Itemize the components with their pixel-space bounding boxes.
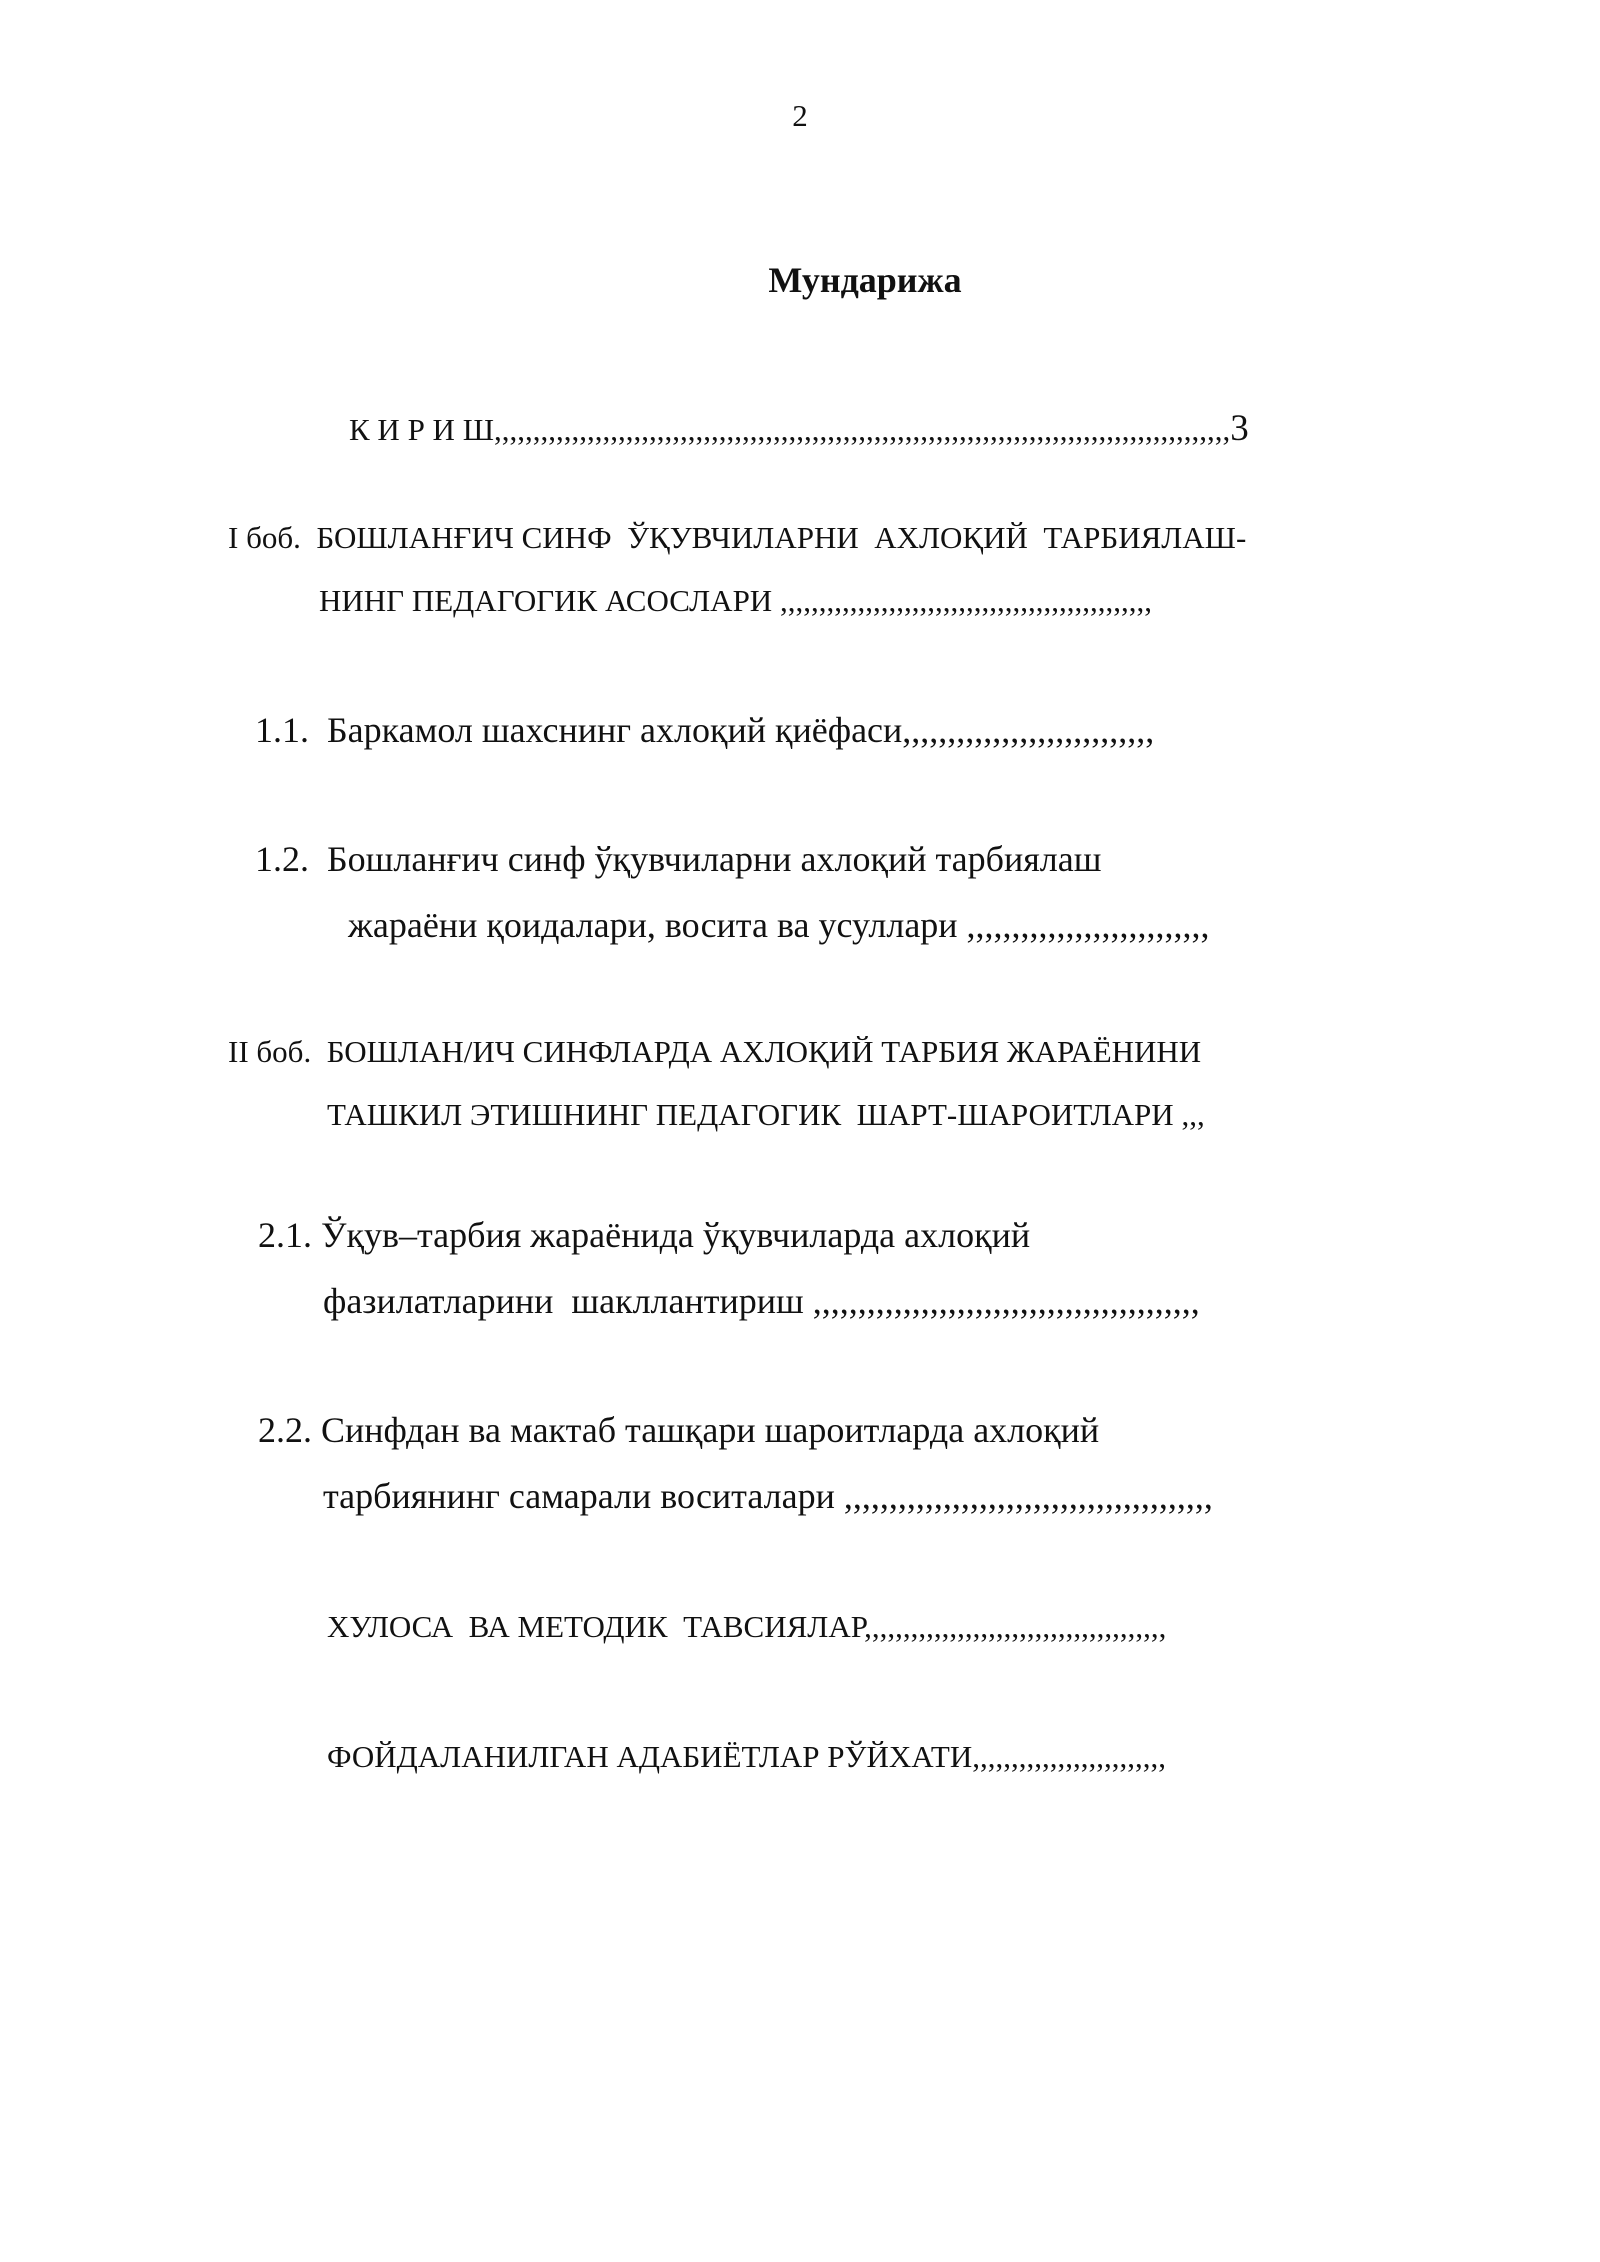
toc-section-1-2-line2: жараёни қоидалари, восита ва усуллари ,,,,,,,,,,,,,,,,,,,,,,,,,,, [348,905,1210,945]
toc-section-1-1-line1: 1.1. Баркамол шахснинг ахлоқий қиёфаси,,,,,,,,,,,,,,,,,,,,,,,,,,,, [255,710,1155,750]
toc-section-1-2-line1: 1.2. Бошланғич синф ўқувчиларни ахлоқий тарбиялаш [255,839,1102,879]
toc-intro-label: К И Р И Ш [349,412,494,447]
page-title: Мундарижа [768,260,962,300]
toc-conclusion: ХУЛОСА ВА МЕТОДИК ТАВСИЯЛАР,,,,,,,,,,,,,,,,,,,,,,,,,,,,,,,,,,,,,,, [327,1609,1167,1644]
toc-section-2-1-line2: фазилатларини шакллантириш ,,,,,,,,,,,,,,,,,,,,,,,,,,,,,,,,,,,,,,,,,,, [323,1281,1200,1321]
toc-entry-intro [333,394,1249,463]
toc-section-2-2-line2: тарбиянинг самарали воситалари ,,,,,,,,,,,,,,,,,,,,,,,,,,,,,,,,,,,,,,,,, [323,1476,1213,1516]
toc-chapter2-line2: ТАШКИЛ ЭТИШНИНГ ПЕДАГОГИК ШАРТ-ШАРОИТЛАРИ ,,, [327,1097,1205,1132]
toc-intro-leader: ,,,,,,,,,,,,,,,,,,,,,,,,,,,,,,,,,,,,,,,,,,,,,,,,,,,,,,,,,,,,,,,,,,,,,,,,,,,,,,,,,,,,,,,,,,,,,,, [493,412,1231,447]
toc-intro-page: 3 [1230,408,1249,449]
toc-section-2-1-line1: 2.1. Ўқув–тарбия жараёнида ўқувчиларда ахлоқий [258,1215,1031,1255]
toc-chapter1-line1: I боб. БОШЛАНҒИЧ СИНФ ЎҚУВЧИЛАРНИ АХЛОҚИЙ ТАРБИЯЛАШ- [228,520,1247,555]
toc-chapter2-line1: II боб. БОШЛАН/ИЧ СИНФЛАРДА АХЛОҚИЙ ТАРБИЯ ЖАРАЁНИНИ [228,1034,1202,1069]
toc-references: ФОЙДАЛАНИЛГАН АДАБИЁТЛАР РЎЙХАТИ,,,,,,,,,,,,,,,,,,,,,,,,, [327,1739,1166,1774]
toc-section-2-2-line1: 2.2. Синфдан ва мактаб ташқари шароитларда ахлоқий [258,1410,1100,1450]
page-number: 2 [792,98,808,133]
toc-chapter1-line2: НИНГ ПЕДАГОГИК АСОСЛАРИ ,,,,,,,,,,,,,,,,,,,,,,,,,,,,,,,,,,,,,,,,,,,,,,,, [319,583,1152,618]
